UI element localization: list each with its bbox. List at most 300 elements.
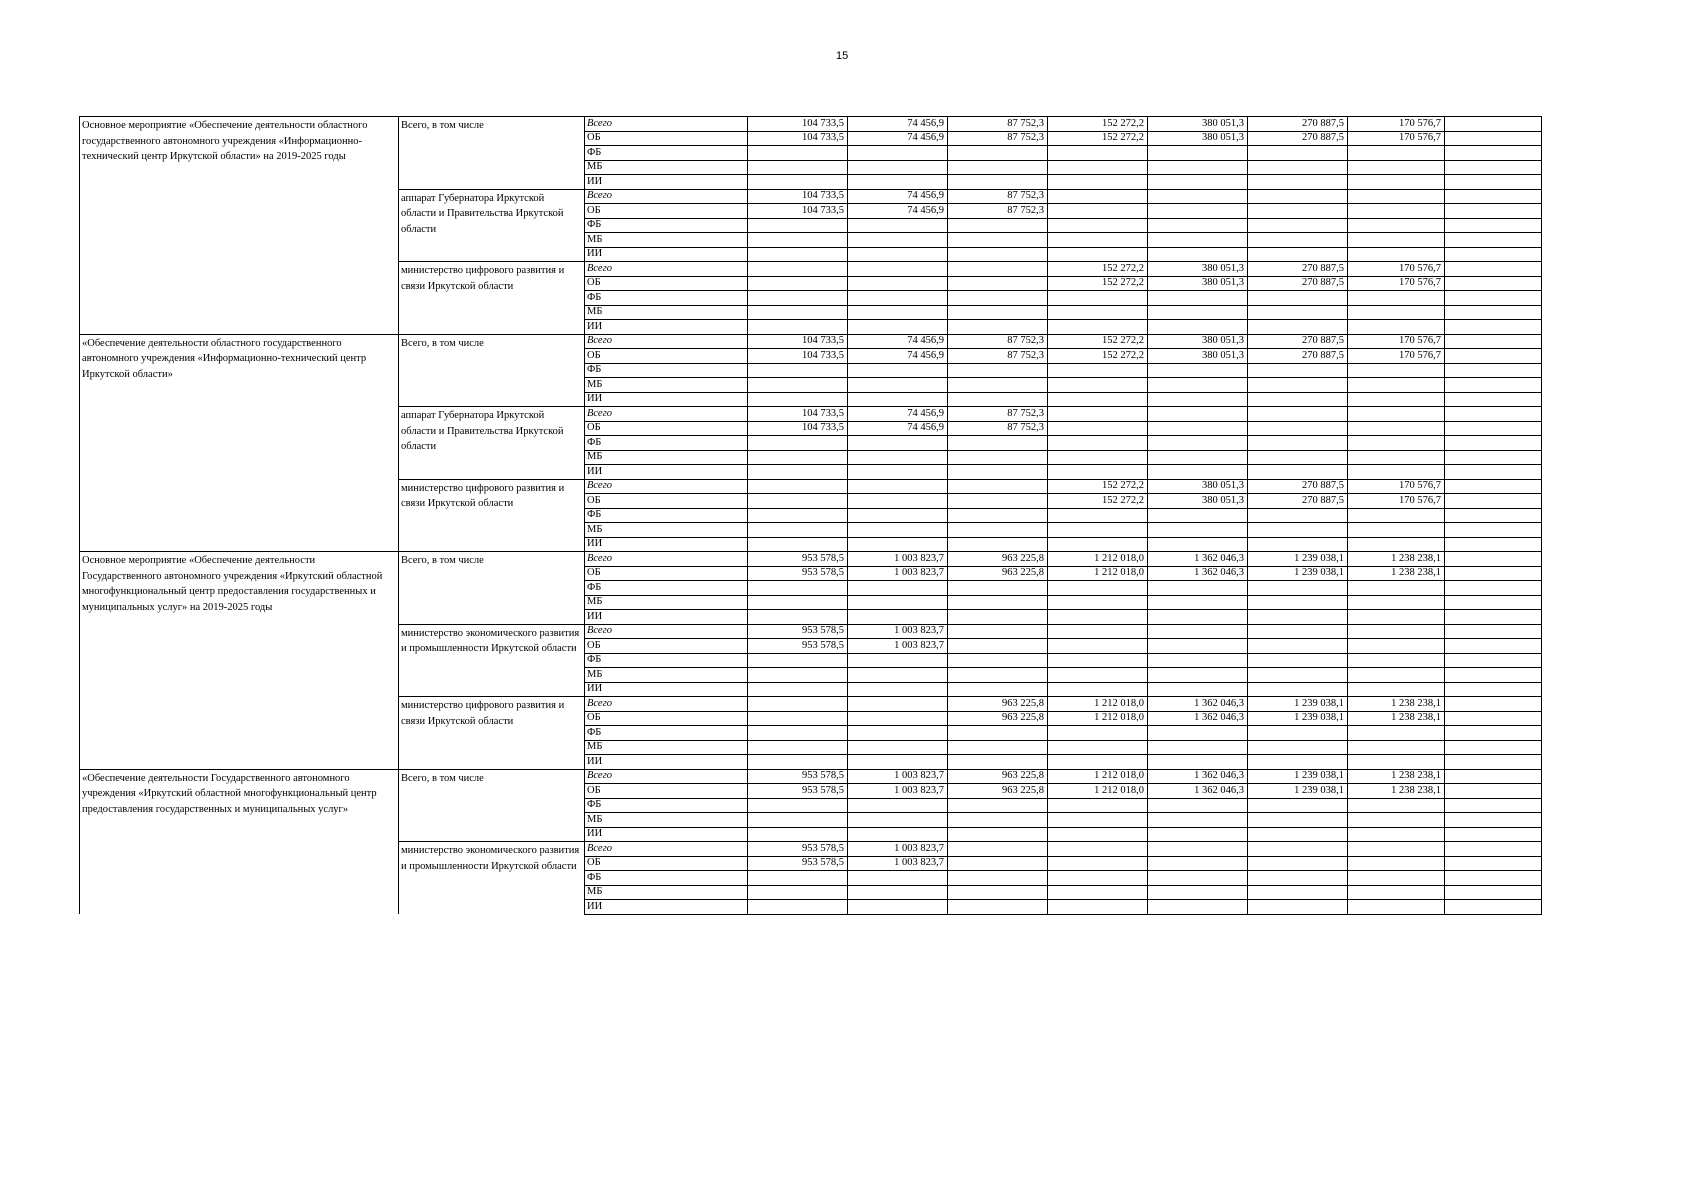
value-cell [1248,595,1348,610]
value-cell [1048,175,1148,190]
funding-source: Всего [585,479,748,494]
value-cell [1248,407,1348,422]
funding-source: ФБ [585,871,748,886]
value-cell: 380 051,3 [1148,117,1248,132]
value-cell [748,378,848,393]
value-cell [748,537,848,552]
value-cell [1148,160,1248,175]
funding-source: Всего [585,769,748,784]
value-cell: 270 887,5 [1248,131,1348,146]
value-cell: 953 578,5 [748,639,848,654]
executor-name: министерство экономического развития и промышленности Иркутской области [399,842,585,915]
empty-cell [1445,566,1542,581]
value-cell: 74 456,9 [848,189,948,204]
value-cell: 170 576,7 [1348,131,1445,146]
value-cell [1148,146,1248,161]
value-cell [1048,392,1148,407]
value-cell [748,291,848,306]
value-cell [1048,885,1148,900]
empty-cell [1445,740,1542,755]
funding-source: ИИ [585,320,748,335]
value-cell [1348,218,1445,233]
funding-source: ОБ [585,131,748,146]
value-cell: 74 456,9 [848,349,948,364]
empty-cell [1445,189,1542,204]
value-cell [1048,320,1148,335]
empty-cell [1445,175,1542,190]
value-cell [748,479,848,494]
funding-source: ИИ [585,610,748,625]
value-cell [1348,726,1445,741]
value-cell [1348,189,1445,204]
value-cell [1348,856,1445,871]
value-cell: 152 272,2 [1048,494,1148,509]
empty-cell [1445,146,1542,161]
value-cell [1048,668,1148,683]
value-cell [1248,247,1348,262]
executor-name: Всего, в том числе [399,117,585,190]
empty-cell [1445,363,1542,378]
funding-source: ИИ [585,900,748,915]
activity-name: «Обеспечение деятельности областного государственного автономного учреждения «Информационно-технический центр Иркутской области» [80,334,399,552]
empty-cell [1445,131,1542,146]
value-cell [948,494,1048,509]
empty-cell [1445,624,1542,639]
value-cell [1248,842,1348,857]
value-cell [1348,842,1445,857]
value-cell [1048,726,1148,741]
value-cell [948,639,1048,654]
empty-cell [1445,653,1542,668]
value-cell: 1 239 038,1 [1248,697,1348,712]
value-cell [948,624,1048,639]
value-cell: 953 578,5 [748,552,848,567]
empty-cell [1445,726,1542,741]
value-cell [748,218,848,233]
value-cell: 1 238 238,1 [1348,784,1445,799]
value-cell: 1 003 823,7 [848,856,948,871]
empty-cell [1445,407,1542,422]
executor-name: аппарат Губернатора Иркутской области и Правительства Иркутской области [399,407,585,480]
value-cell [1248,639,1348,654]
value-cell [848,813,948,828]
value-cell: 953 578,5 [748,566,848,581]
value-cell [848,247,948,262]
value-cell: 1 212 018,0 [1048,697,1148,712]
value-cell [848,175,948,190]
value-cell [1048,450,1148,465]
value-cell [1048,508,1148,523]
value-cell [1348,508,1445,523]
value-cell: 953 578,5 [748,769,848,784]
funding-source: ИИ [585,392,748,407]
value-cell [1248,726,1348,741]
executor-name: Всего, в том числе [399,334,585,407]
value-cell [848,218,948,233]
value-cell: 380 051,3 [1148,494,1248,509]
value-cell [1148,610,1248,625]
empty-cell [1445,276,1542,291]
value-cell [848,508,948,523]
value-cell [848,827,948,842]
value-cell: 74 456,9 [848,407,948,422]
value-cell: 152 272,2 [1048,276,1148,291]
activity-name: Основное мероприятие «Обеспечение деятельности Государственного автономного учреждения «Иркутский областной многофункциональный центр предоставления государственных и муниципальных услуг» на 2019-2025 годы [80,552,399,770]
value-cell [1048,856,1148,871]
value-cell [1148,305,1248,320]
table-row [80,552,1542,567]
value-cell [748,755,848,770]
value-cell [1148,218,1248,233]
value-cell: 87 752,3 [948,334,1048,349]
value-cell [848,276,948,291]
funding-source: МБ [585,885,748,900]
value-cell [948,262,1048,277]
funding-source: ФБ [585,726,748,741]
empty-cell [1445,610,1542,625]
empty-cell [1445,813,1542,828]
value-cell [848,595,948,610]
empty-cell [1445,798,1542,813]
value-cell: 87 752,3 [948,421,1048,436]
value-cell [1148,175,1248,190]
funding-source: ОБ [585,566,748,581]
value-cell [1148,465,1248,480]
value-cell [1348,247,1445,262]
funding-source: Всего [585,552,748,567]
value-cell [848,900,948,915]
funding-source: ОБ [585,784,748,799]
value-cell [1148,392,1248,407]
empty-cell [1445,349,1542,364]
value-cell [1348,421,1445,436]
value-cell [948,146,1048,161]
value-cell: 270 887,5 [1248,349,1348,364]
value-cell [1148,450,1248,465]
executor-name: Всего, в том числе [399,769,585,842]
empty-cell [1445,262,1542,277]
value-cell: 1 362 046,3 [1148,552,1248,567]
value-cell [1148,189,1248,204]
value-cell [948,537,1048,552]
value-cell: 1 212 018,0 [1048,552,1148,567]
value-cell [948,581,1048,596]
value-cell [1048,624,1148,639]
value-cell [1248,755,1348,770]
empty-cell [1445,508,1542,523]
empty-cell [1445,233,1542,248]
value-cell [948,755,1048,770]
value-cell [948,682,1048,697]
value-cell [1248,421,1348,436]
value-cell: 1 239 038,1 [1248,784,1348,799]
value-cell: 1 212 018,0 [1048,566,1148,581]
value-cell [1348,668,1445,683]
value-cell [948,479,1048,494]
value-cell [1048,378,1148,393]
value-cell [1148,595,1248,610]
value-cell [1348,291,1445,306]
funding-source: Всего [585,842,748,857]
value-cell [1148,842,1248,857]
value-cell [748,711,848,726]
value-cell [848,798,948,813]
value-cell [948,508,1048,523]
value-cell: 380 051,3 [1148,334,1248,349]
value-cell: 1 362 046,3 [1148,566,1248,581]
value-cell [1248,537,1348,552]
value-cell [748,610,848,625]
value-cell [1148,233,1248,248]
value-cell [848,740,948,755]
empty-cell [1445,320,1542,335]
value-cell [748,233,848,248]
value-cell [1348,436,1445,451]
value-cell [1048,537,1148,552]
value-cell [1348,378,1445,393]
value-cell [1348,900,1445,915]
value-cell [1048,305,1148,320]
value-cell: 74 456,9 [848,204,948,219]
funding-source: МБ [585,668,748,683]
value-cell: 1 003 823,7 [848,784,948,799]
value-cell [1248,146,1348,161]
value-cell [848,726,948,741]
value-cell [848,653,948,668]
value-cell [1248,682,1348,697]
value-cell [948,378,1048,393]
value-cell [1048,189,1148,204]
funding-source: ОБ [585,204,748,219]
value-cell: 963 225,8 [948,697,1048,712]
funding-source: ФБ [585,436,748,451]
value-cell [848,378,948,393]
value-cell [848,262,948,277]
funding-source: ФБ [585,653,748,668]
value-cell [848,233,948,248]
value-cell [1248,900,1348,915]
value-cell [1148,204,1248,219]
value-cell [848,291,948,306]
value-cell [748,276,848,291]
value-cell [848,682,948,697]
empty-cell [1445,827,1542,842]
funding-source: ИИ [585,175,748,190]
value-cell: 1 238 238,1 [1348,552,1445,567]
value-cell: 104 733,5 [748,334,848,349]
funding-source: МБ [585,523,748,538]
value-cell: 1 212 018,0 [1048,784,1148,799]
value-cell [1148,755,1248,770]
empty-cell [1445,842,1542,857]
value-cell [1348,581,1445,596]
value-cell: 1 239 038,1 [1248,769,1348,784]
value-cell [1248,189,1348,204]
value-cell [1148,523,1248,538]
value-cell [1248,204,1348,219]
value-cell [1248,291,1348,306]
empty-cell [1445,494,1542,509]
value-cell [1148,537,1248,552]
value-cell [948,842,1048,857]
value-cell [948,856,1048,871]
empty-cell [1445,871,1542,886]
value-cell: 270 887,5 [1248,276,1348,291]
funding-source: Всего [585,189,748,204]
empty-cell [1445,856,1542,871]
value-cell: 1 003 823,7 [848,842,948,857]
value-cell [1248,653,1348,668]
funding-source: ИИ [585,827,748,842]
funding-source: МБ [585,305,748,320]
value-cell [948,740,1048,755]
value-cell [948,450,1048,465]
value-cell [948,595,1048,610]
value-cell: 380 051,3 [1148,349,1248,364]
funding-source: ФБ [585,581,748,596]
value-cell [1048,813,1148,828]
empty-cell [1445,885,1542,900]
value-cell [1348,682,1445,697]
funding-source: МБ [585,160,748,175]
value-cell [1048,247,1148,262]
value-cell: 1 238 238,1 [1348,697,1445,712]
value-cell [1348,653,1445,668]
value-cell [1048,610,1148,625]
funding-source: Всего [585,117,748,132]
value-cell [1248,233,1348,248]
empty-cell [1445,552,1542,567]
funding-source: ОБ [585,711,748,726]
value-cell [1248,378,1348,393]
budget-table [79,116,1542,915]
value-cell [748,668,848,683]
value-cell [1048,900,1148,915]
value-cell [1148,798,1248,813]
value-cell: 963 225,8 [948,711,1048,726]
value-cell [1048,465,1148,480]
value-cell [748,392,848,407]
value-cell [1348,610,1445,625]
value-cell: 963 225,8 [948,769,1048,784]
value-cell [1348,305,1445,320]
value-cell [848,392,948,407]
value-cell [948,827,1048,842]
value-cell [1348,871,1445,886]
value-cell [1348,146,1445,161]
value-cell [1048,407,1148,422]
value-cell [1148,885,1248,900]
value-cell [1048,581,1148,596]
value-cell [1148,363,1248,378]
funding-source: ФБ [585,218,748,233]
value-cell [948,523,1048,538]
empty-cell [1445,392,1542,407]
value-cell [748,740,848,755]
value-cell: 380 051,3 [1148,262,1248,277]
value-cell: 1 239 038,1 [1248,711,1348,726]
value-cell: 380 051,3 [1148,131,1248,146]
value-cell [1348,813,1445,828]
value-cell: 74 456,9 [848,131,948,146]
value-cell [848,465,948,480]
value-cell [1348,827,1445,842]
value-cell [948,871,1048,886]
value-cell [1048,421,1148,436]
value-cell: 270 887,5 [1248,479,1348,494]
value-cell [1148,668,1248,683]
funding-source: ИИ [585,755,748,770]
executor-name: аппарат Губернатора Иркутской области и Правительства Иркутской области [399,189,585,262]
value-cell [1248,305,1348,320]
empty-cell [1445,755,1542,770]
value-cell [848,363,948,378]
value-cell [748,363,848,378]
value-cell [848,610,948,625]
funding-source: МБ [585,233,748,248]
value-cell [1048,842,1148,857]
value-cell [948,726,1048,741]
value-cell [1148,900,1248,915]
value-cell: 1 238 238,1 [1348,566,1445,581]
activity-name: «Обеспечение деятельности Государственного автономного учреждения «Иркутский областной многофункциональный центр предоставления государственных и муниципальных услуг» [80,769,399,914]
value-cell: 104 733,5 [748,407,848,422]
value-cell [1148,421,1248,436]
value-cell: 104 733,5 [748,204,848,219]
value-cell: 1 239 038,1 [1248,552,1348,567]
empty-cell [1445,218,1542,233]
table-row [80,334,1542,349]
empty-cell [1445,378,1542,393]
value-cell: 170 576,7 [1348,334,1445,349]
value-cell [1148,581,1248,596]
value-cell: 1 238 238,1 [1348,769,1445,784]
value-cell: 152 272,2 [1048,131,1148,146]
value-cell [748,175,848,190]
value-cell [948,175,1048,190]
value-cell [1248,508,1348,523]
value-cell [1348,595,1445,610]
value-cell [948,392,1048,407]
value-cell [1148,639,1248,654]
value-cell [1348,885,1445,900]
value-cell: 270 887,5 [1248,334,1348,349]
value-cell: 74 456,9 [848,117,948,132]
value-cell [1348,798,1445,813]
value-cell [1248,450,1348,465]
funding-source: Всего [585,697,748,712]
value-cell: 170 576,7 [1348,494,1445,509]
empty-cell [1445,668,1542,683]
value-cell [1048,682,1148,697]
funding-source: ОБ [585,639,748,654]
value-cell [1248,160,1348,175]
value-cell [1048,218,1148,233]
value-cell [1048,160,1148,175]
table-row [80,769,1542,784]
empty-cell [1445,450,1542,465]
value-cell [748,900,848,915]
value-cell [848,450,948,465]
value-cell [848,320,948,335]
value-cell [948,276,1048,291]
value-cell [848,436,948,451]
funding-source: ОБ [585,856,748,871]
value-cell [948,363,1048,378]
value-cell [848,146,948,161]
value-cell [1348,537,1445,552]
value-cell [848,305,948,320]
